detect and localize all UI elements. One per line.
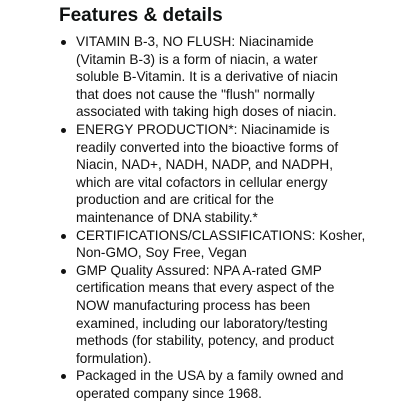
- feature-item-gmp-quality: [59, 262, 409, 368]
- feature-line: Niacin, NAD+, NADH, NADP, and NADPH,: [76, 157, 333, 173]
- feature-line: (Vitamin B-3) is a form of niacin, a water: [76, 51, 318, 67]
- feature-line: readily converted into the bioactive forms of: [76, 139, 339, 155]
- bullet-icon: [61, 40, 66, 45]
- feature-line: GMP Quality Assured: NPA A-rated GMP: [76, 262, 322, 278]
- feature-item-certifications: [59, 227, 409, 262]
- feature-line: soluble B-Vitamin. It is a derivative of niacin: [76, 69, 338, 85]
- bullet-icon: [61, 269, 66, 274]
- feature-line: production and are critical for the: [76, 192, 274, 208]
- feature-line: VITAMIN B-3, NO FLUSH: Niacinamide: [76, 34, 314, 49]
- feature-line: examined, including our laboratory/testing: [76, 315, 328, 331]
- feature-line: which are vital cofactors in cellular energy: [76, 174, 328, 190]
- features-list: [59, 33, 409, 402]
- feature-line: maintenance of DNA stability.*: [76, 209, 258, 225]
- feature-line: associated with taking high doses of niacin.: [76, 104, 337, 120]
- bullet-icon: [61, 234, 66, 239]
- feature-line: CERTIFICATIONS/CLASSIFICATIONS: Kosher,: [76, 227, 366, 243]
- feature-line: methods (for stability, potency, and product: [76, 333, 334, 349]
- feature-item-packaged-usa: [59, 367, 409, 402]
- feature-line: ENERGY PRODUCTION*: Niacinamide is: [76, 121, 330, 137]
- feature-line: certification means that every aspect of the: [76, 280, 335, 296]
- bullet-icon: [61, 128, 66, 133]
- feature-item-vitamin-b3: [59, 33, 409, 121]
- feature-line: that does not cause the "flush" normally: [76, 86, 315, 102]
- feature-item-energy-production: [59, 121, 409, 227]
- feature-line: Non-GMO, Soy Free, Vegan: [76, 245, 247, 261]
- feature-line: Packaged in the USA by a family owned and: [76, 368, 344, 384]
- feature-line: operated company since 1968.: [76, 385, 262, 401]
- feature-line: NOW manufacturing process has been: [76, 297, 311, 313]
- feature-line: formulation).: [76, 350, 152, 366]
- section-title: Features & details: [59, 5, 223, 26]
- bullet-icon: [61, 374, 66, 379]
